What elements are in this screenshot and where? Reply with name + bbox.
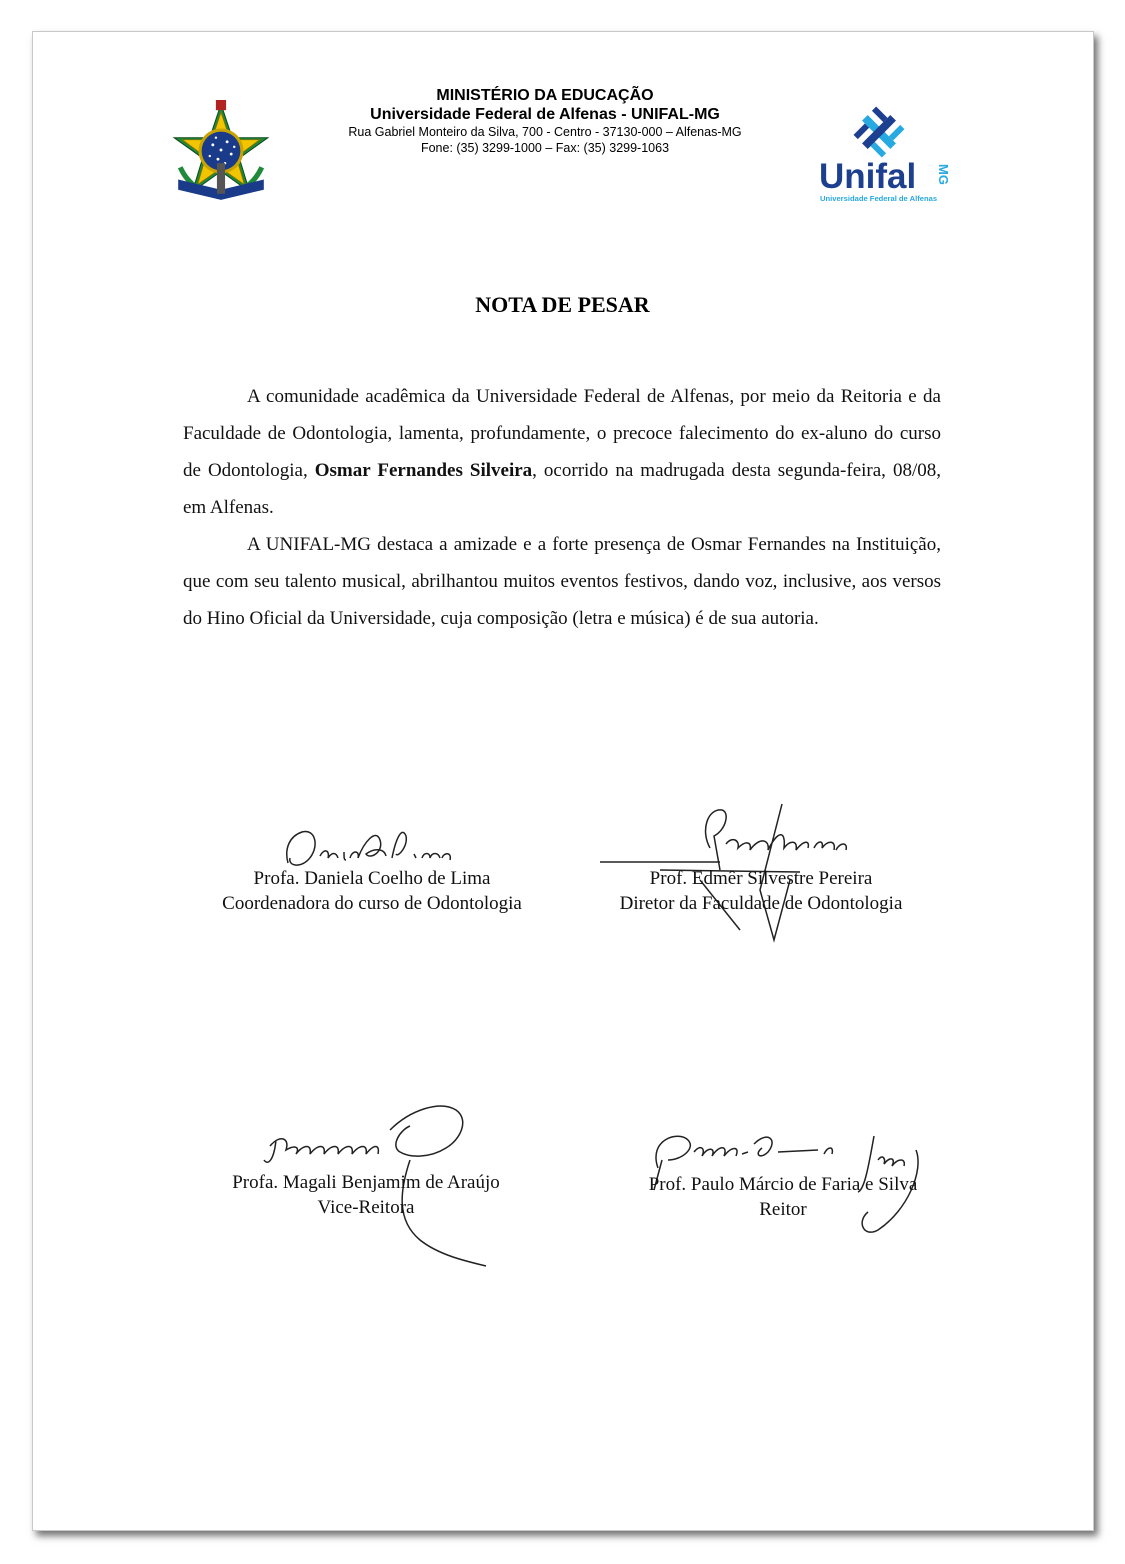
signatory-role: Vice-Reitora [317, 1197, 415, 1218]
university-name: Universidade Federal de Alfenas - UNIFAL-MG [370, 106, 720, 123]
brazil-coat-of-arms-icon [170, 100, 272, 206]
signatory-name: Profa. Magali Benjamim de Araújo [232, 1172, 500, 1193]
signature-block-4 [618, 1172, 948, 1222]
signatory-name: Prof. Paulo Márcio de Faria e Silva [648, 1174, 918, 1195]
letterhead [280, 86, 810, 156]
signature-block-3 [210, 1170, 522, 1220]
unifal-logo [815, 104, 951, 204]
paragraph-1 [183, 378, 941, 526]
paragraph-2: A UNIFAL-MG destaca a amizade e a forte presença de Osmar Fernandes na Instituição, que com seu talento musical, abrilhantou muitos eventos festivos, dando voz, inclusive, aos versos do Hino Oficial da Universidade, cuja composição (letra e música) é de sua autoria. [183, 534, 941, 629]
phone: Fone: (35) 3299-1000 – Fax: (35) 3299-1063 [420, 141, 670, 155]
paragraph-1-text-end: , ocorrido na madrugada desta segunda-feira, 08/08, em Alfenas. [183, 460, 941, 518]
signatory-role: Coordenadora do curso de Odontologia [222, 893, 522, 914]
svg-text:Universidade Federal de Alfena: Universidade Federal de Alfenas [820, 194, 938, 203]
ministry-name: MINISTÉRIO DA EDUCAÇÃO [436, 87, 654, 104]
page-title: NOTA DE PESAR [475, 292, 650, 317]
signatory-name: Profa. Daniela Coelho de Lima [253, 868, 491, 889]
address: Rua Gabriel Monteiro da Silva, 700 - Centro - 37130-000 – Alfenas-MG [348, 125, 742, 139]
signatory-role: Reitor [759, 1199, 807, 1220]
svg-text:Unifal: Unifal [819, 157, 917, 196]
paragraph-1-text: A comunidade acadêmica da Universidade Federal de Alfenas, por meio da Reitoria e da Faculdade de Odontologia, lamenta, profundamente, o precoce falecimento do ex-aluno do curso de Odontologia, [183, 386, 941, 481]
signatory-role: Diretor da Faculdade de Odontologia [619, 893, 903, 914]
document-page [32, 31, 1094, 1531]
svg-text:MG: MG [936, 164, 951, 185]
signature-block-1 [186, 866, 558, 916]
document-body [183, 378, 941, 637]
signatory-name: Prof. Edmêr Silvestre Pereira [649, 868, 873, 889]
signature-daniela [280, 818, 455, 873]
deceased-name: Osmar Fernandes Silveira [314, 460, 533, 481]
signature-block-2 [590, 866, 932, 916]
